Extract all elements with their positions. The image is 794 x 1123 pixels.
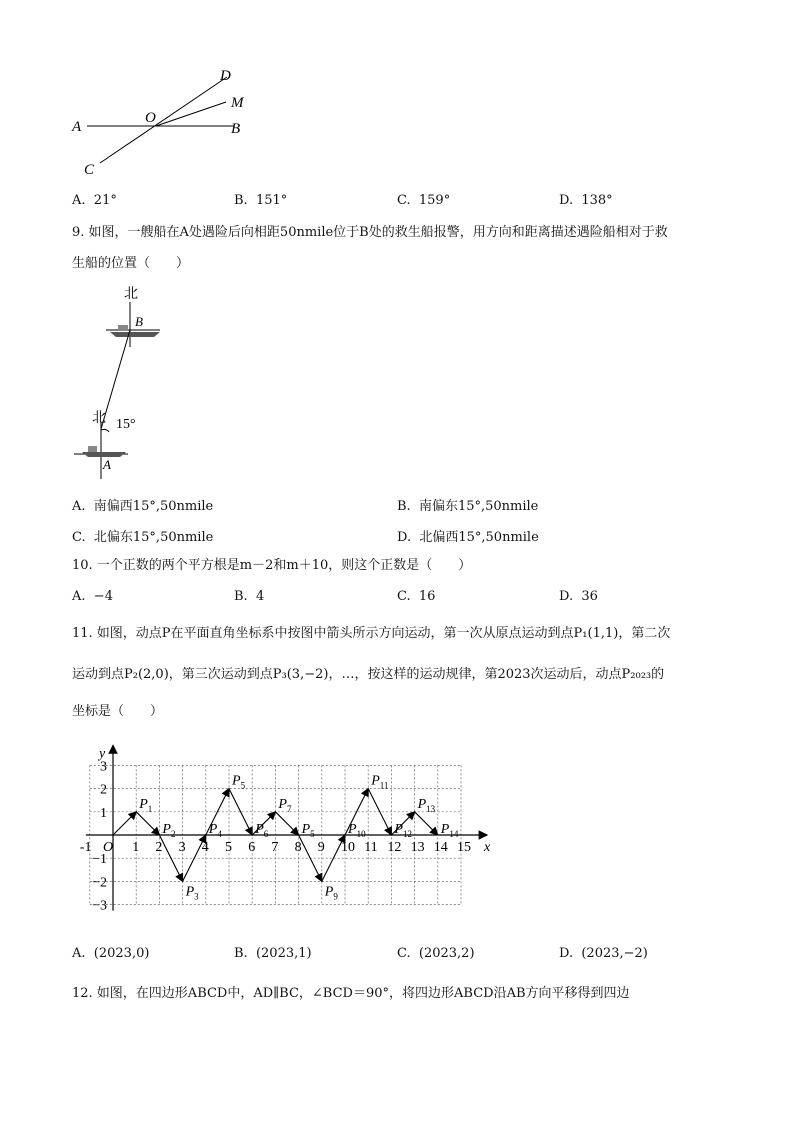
q11-stem-line1: 11. 如图，动点P在平面直角坐标系中按图中箭头所示方向运动，第一次从原点运动到点P₁(1,1)，第二次 (72, 626, 671, 641)
x-tick-label: 8 (294, 840, 302, 855)
option-letter: A. (72, 193, 86, 208)
x-tick-label: 6 (248, 840, 256, 855)
x-tick-label: 13 (410, 840, 425, 855)
x-tick-label: 4 (201, 840, 209, 855)
boat-b-icon (110, 332, 160, 337)
option-text: (2023,−2) (581, 946, 648, 961)
x-tick-label: 9 (317, 840, 325, 855)
option-text: (2023,0) (93, 946, 150, 961)
point-label-p5: $P_5$ (301, 822, 315, 839)
path-segment (113, 812, 136, 835)
q11-option-a[interactable] (72, 946, 149, 961)
option-text: 北偏西15°,50nmile (419, 530, 539, 545)
coordinate-chart (60, 735, 500, 930)
q10-option-a[interactable] (72, 589, 113, 604)
option-letter: A. (72, 589, 86, 604)
q10-option-b[interactable] (234, 589, 264, 604)
q11-option-b[interactable] (234, 946, 312, 961)
x-tick-label: -1 (79, 840, 92, 855)
option-letter: C. (397, 589, 411, 604)
q11-stem-line3: 坐标是（ ） (72, 704, 164, 719)
option-letter: C. (72, 530, 86, 545)
point-label-p13: $P_{13}$ (417, 796, 436, 814)
option-letter: B. (234, 589, 248, 604)
option-text: 16 (418, 589, 436, 604)
x-tick-label: 7 (271, 840, 279, 855)
q11-option-c[interactable] (397, 946, 475, 961)
path-segment (415, 812, 438, 835)
point-label-p12: $P_{12}$ (394, 822, 412, 839)
option-text: 南偏东15°,50nmile (418, 499, 539, 514)
q8-option-a[interactable] (72, 193, 117, 208)
option-letter: B. (234, 193, 248, 208)
north-top-label: 北 (124, 287, 138, 302)
x-tick-label: 10 (341, 840, 355, 855)
x-tick-label: 2 (155, 840, 163, 855)
q8-option-c[interactable] (397, 193, 450, 208)
point-label-p11: $P_{11}$ (371, 773, 389, 791)
option-letter: A. (72, 946, 86, 961)
path-segment (322, 835, 345, 881)
angle-label: 15° (116, 417, 136, 432)
option-letter: C. (397, 193, 411, 208)
option-text: 159° (418, 193, 451, 208)
q11-stem-line2: 运动到点P₂(2,0)，第三次运动到点P₃(3,−2)，…，按这样的运动规律，第2023次运动后，动点P₂₀₂₃的 (72, 667, 665, 682)
q9-option-a[interactable] (72, 495, 213, 514)
point-label-p9: $P_9$ (324, 884, 338, 902)
x-tick-label: 15 (457, 840, 471, 855)
point-label-p7: $P_7$ (278, 796, 292, 814)
y-tick-label: 2 (100, 782, 107, 798)
y-tick-label: −1 (92, 852, 107, 868)
x-tick-label: 11 (364, 840, 378, 855)
x-tick-label: 14 (433, 840, 448, 855)
label-B: B (231, 121, 241, 137)
angle-figure (60, 60, 270, 185)
point-label-p3: $P_3$ (185, 884, 199, 902)
q11-option-d[interactable] (559, 946, 648, 961)
option-letter: D. (559, 589, 574, 604)
option-letter: C. (397, 946, 411, 961)
option-text: 4 (255, 589, 265, 604)
x-tick-label: 5 (225, 840, 232, 855)
x-tick-label: O (103, 840, 114, 855)
q9-stem-line2: 生船的位置（ ） (72, 256, 190, 271)
option-text: 北偏东15°,50nmile (93, 530, 214, 545)
option-letter: B. (397, 499, 411, 514)
label-C: C (84, 162, 95, 178)
x-tick-label: 12 (387, 840, 402, 855)
y-tick-label: 1 (100, 805, 107, 821)
option-text: (2023,1) (255, 946, 312, 961)
option-text: (2023,2) (418, 946, 475, 961)
label-M: M (231, 95, 244, 111)
y-tick-label: −2 (92, 875, 107, 891)
q10-option-d[interactable] (559, 589, 598, 604)
y-axis-label: y (99, 746, 106, 762)
option-letter: D. (559, 193, 574, 208)
point-label-p5: $P_5$ (232, 773, 246, 791)
option-text: 151° (255, 193, 288, 208)
x-axis-label: x (484, 840, 491, 855)
path-segment (136, 812, 159, 835)
path-segment (229, 789, 252, 835)
x-tick-label: 3 (178, 840, 186, 855)
q12-stem: 12. 如图，在四边形ABCD中，AD∥BC，∠BCD＝90°，将四边形ABCD沿AB方向平移得到四边 (72, 986, 630, 1001)
point-label-p4: $P_4$ (208, 822, 222, 839)
path-segment (275, 812, 298, 835)
north-bottom-label: 北 (92, 411, 106, 426)
option-letter: A. (72, 499, 86, 514)
label-D: D (220, 68, 231, 84)
option-text: 南偏西15°,50nmile (93, 499, 214, 514)
q8-option-b[interactable] (234, 193, 287, 208)
q9-stem-line1: 9. 如图，一艘船在A处遇险后向相距50nmile位于B处的救生船报警，用方向和距离描述遇险船相对于救 (72, 225, 668, 240)
q10-option-c[interactable] (397, 589, 435, 604)
x-tick-label: 1 (132, 840, 140, 855)
point-label-p10: $P_{10}$ (348, 822, 366, 839)
q9-option-b[interactable] (397, 495, 538, 514)
option-letter: D. (397, 530, 412, 545)
option-text: 36 (581, 589, 598, 604)
ship-figure (68, 282, 178, 482)
q10-stem: 10. 一个正数的两个平方根是m－2和m＋10，则这个正数是（ ） (72, 558, 472, 573)
y-tick-label: 3 (100, 759, 107, 775)
label-O: O (145, 110, 156, 126)
label-A: A (72, 119, 82, 135)
option-text: 138° (581, 193, 613, 208)
point-label-p6: $P_6$ (255, 822, 269, 839)
q9-option-d[interactable] (397, 526, 539, 545)
q8-option-d[interactable] (559, 193, 613, 208)
option-letter: B. (234, 946, 248, 961)
y-tick-label: −3 (92, 898, 107, 914)
option-letter: D. (559, 946, 574, 961)
q9-option-c[interactable] (72, 526, 213, 545)
label-B-ship: B (135, 314, 143, 329)
point-label-p14: $P_{14}$ (440, 822, 459, 839)
point-label-p1: $P_1$ (139, 796, 153, 814)
option-text: −4 (93, 589, 113, 604)
point-label-p2: $P_2$ (162, 822, 176, 839)
label-A-ship: A (103, 457, 111, 472)
option-text: 21° (93, 193, 117, 208)
